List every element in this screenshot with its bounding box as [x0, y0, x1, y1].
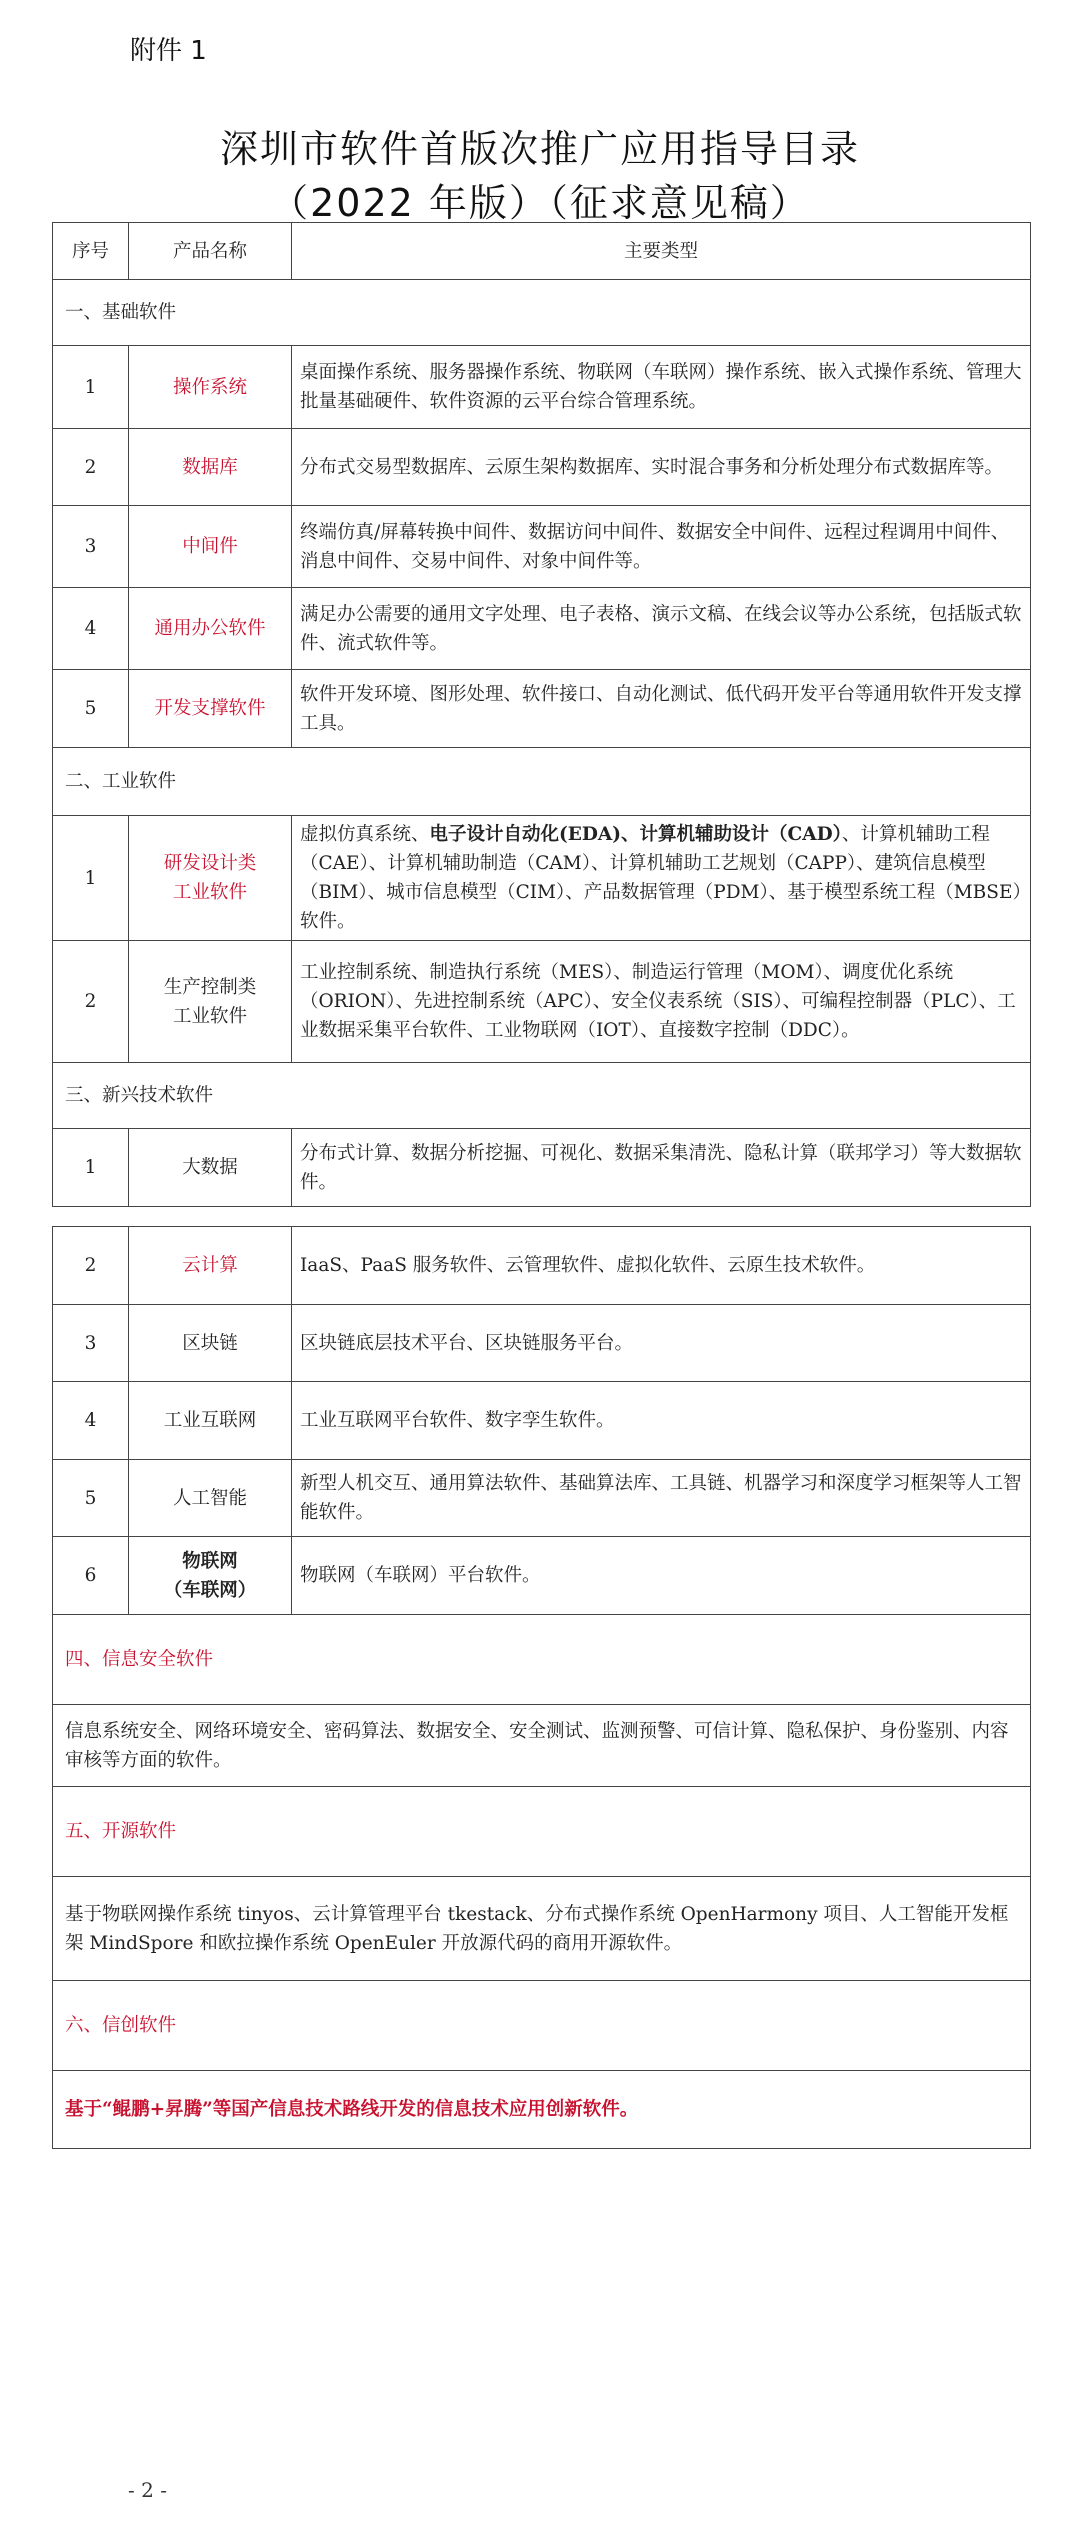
section-security: 四、信息安全软件	[53, 1615, 1031, 1705]
seq-cell: 5	[53, 670, 129, 748]
product-name: 数据库	[129, 429, 292, 506]
table-row	[53, 1227, 1031, 1305]
product-name: 操作系统	[129, 346, 292, 429]
seq-cell: 1	[53, 816, 129, 941]
page-number: - 2 -	[128, 2478, 167, 2502]
product-name	[129, 941, 292, 1063]
product-name: 工业互联网	[129, 1382, 292, 1460]
xinchuang-desc: 基于“鲲鹏+昇腾”等国产信息技术路线开发的信息技术应用创新软件。	[53, 2071, 1031, 2149]
type-desc: IaaS、PaaS 服务软件、云管理软件、虚拟化软件、云原生技术软件。	[292, 1227, 1031, 1305]
type-desc: 分布式计算、数据分析挖掘、可视化、数据采集清洗、隐私计算（联邦学习）等大数据软件。	[292, 1129, 1031, 1207]
product-name: 人工智能	[129, 1460, 292, 1537]
type-desc-part-c: 、计算机辅助工程（CAE）、计算机辅助制造（CAM）、计算机辅助工艺规划（CAPP）、建筑信息模型（BIM）、城市信息模型（CIM）、产品数据管理（PDM）、基于模型系统工程（MBSE）软件。	[300, 824, 1022, 932]
table-row	[53, 429, 1031, 506]
product-name-line1: 物联网	[182, 1550, 238, 1572]
type-desc	[292, 816, 1031, 941]
seq-cell: 6	[53, 1537, 129, 1615]
document-subtitle: （2022 年版）（征求意见稿）	[270, 181, 810, 225]
section-industrial: 二、工业软件	[53, 748, 1031, 816]
seq-cell: 3	[53, 1305, 129, 1382]
seq-cell: 1	[53, 1129, 129, 1207]
type-desc-part-a: 虚拟仿真系统、	[300, 824, 430, 845]
product-name	[129, 1537, 292, 1615]
header-seq: 序号	[53, 223, 129, 280]
table-row	[53, 1305, 1031, 1382]
type-desc: 工业控制系统、制造执行系统（MES）、制造运行管理（MOM）、调度优化系统（ORION）、先进控制系统（APC）、安全仪表系统（SIS）、可编程控制器（PLC）、工业数据采集平台软件、工业物联网（IOT）、直接数字控制（DDC）。	[292, 941, 1031, 1063]
seq-cell: 2	[53, 941, 129, 1063]
seq-cell: 2	[53, 429, 129, 506]
catalog-table-part2	[52, 1226, 1031, 2149]
section-xinchuang: 六、信创软件	[53, 1981, 1031, 2071]
section-emerging: 三、新兴技术软件	[53, 1063, 1031, 1129]
type-desc: 桌面操作系统、服务器操作系统、物联网（车联网）操作系统、嵌入式操作系统、管理大批量基础硬件、软件资源的云平台综合管理系统。	[292, 346, 1031, 429]
product-name-line1: 生产控制类	[163, 976, 257, 998]
catalog-table-part1	[52, 222, 1031, 1207]
seq-cell: 1	[53, 346, 129, 429]
type-desc: 满足办公需要的通用文字处理、电子表格、演示文稿、在线会议等办公系统，包括版式软件、流式软件等。	[292, 588, 1031, 670]
section-opensource: 五、开源软件	[53, 1787, 1031, 1877]
document-title: 深圳市软件首版次推广应用指导目录	[219, 127, 860, 171]
product-name: 云计算	[129, 1227, 292, 1305]
attachment-label: 附件 1	[130, 36, 207, 66]
product-name-line2: 工业软件	[172, 1005, 247, 1027]
type-desc: 终端仿真/屏幕转换中间件、数据访问中间件、数据安全中间件、远程过程调用中间件、消息中间件、交易中间件、对象中间件等。	[292, 506, 1031, 588]
seq-cell: 4	[53, 588, 129, 670]
security-desc: 信息系统安全、网络环境安全、密码算法、数据安全、安全测试、监测预警、可信计算、隐私保护、身份鉴别、内容审核等方面的软件。	[53, 1705, 1031, 1787]
seq-cell: 5	[53, 1460, 129, 1537]
product-name: 开发支撑软件	[129, 670, 292, 748]
table-row	[53, 1129, 1031, 1207]
type-desc-bold: 电子设计自动化(EDA)、计算机辅助设计（CAD）	[429, 824, 842, 845]
seq-cell: 3	[53, 506, 129, 588]
table-row	[53, 588, 1031, 670]
header-type: 主要类型	[292, 223, 1031, 280]
table-header-row	[53, 223, 1031, 280]
seq-cell: 2	[53, 1227, 129, 1305]
type-desc: 工业互联网平台软件、数字孪生软件。	[292, 1382, 1031, 1460]
product-name	[129, 816, 292, 941]
table-row	[53, 941, 1031, 1063]
product-name-line2: 工业软件	[172, 882, 247, 903]
table-row	[53, 506, 1031, 588]
type-desc: 分布式交易型数据库、云原生架构数据库、实时混合事务和分析处理分布式数据库等。	[292, 429, 1031, 506]
table-row	[53, 1382, 1031, 1460]
product-name: 区块链	[129, 1305, 292, 1382]
header-product: 产品名称	[129, 223, 292, 280]
product-name-line2: （车联网）	[163, 1579, 257, 1601]
product-name: 大数据	[129, 1129, 292, 1207]
product-name: 中间件	[129, 506, 292, 588]
table-row	[53, 816, 1031, 941]
section-basic: 一、基础软件	[53, 280, 1031, 346]
type-desc: 软件开发环境、图形处理、软件接口、自动化测试、低代码开发平台等通用软件开发支撑工具。	[292, 670, 1031, 748]
opensource-desc: 基于物联网操作系统 tinyos、云计算管理平台 tkestack、分布式操作系统 OpenHarmony 项目、人工智能开发框架 MindSpore 和欧拉操作系统 OpenEuler 开放源代码的商用开源软件。	[53, 1877, 1031, 1981]
type-desc: 物联网（车联网）平台软件。	[292, 1537, 1031, 1615]
product-name-line1: 研发设计类	[163, 853, 257, 874]
table-row	[53, 670, 1031, 748]
table-row	[53, 1460, 1031, 1537]
type-desc: 区块链底层技术平台、区块链服务平台。	[292, 1305, 1031, 1382]
product-name: 通用办公软件	[129, 588, 292, 670]
table-row	[53, 1537, 1031, 1615]
table-row	[53, 346, 1031, 429]
seq-cell: 4	[53, 1382, 129, 1460]
type-desc: 新型人机交互、通用算法软件、基础算法库、工具链、机器学习和深度学习框架等人工智能软件。	[292, 1460, 1031, 1537]
